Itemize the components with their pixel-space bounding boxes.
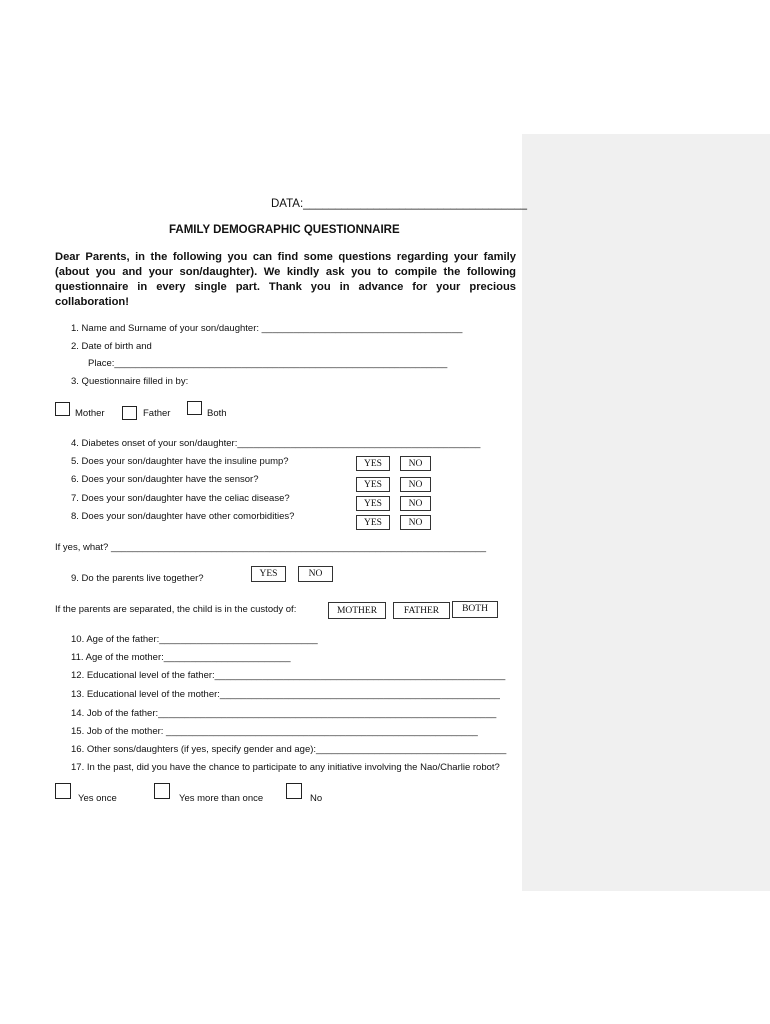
question-10[interactable]: 10. Age of the father:______________________________ (71, 634, 318, 645)
label-yes-once: Yes once (78, 793, 117, 804)
q6-no-box[interactable]: NO (400, 477, 431, 492)
label-both: Both (207, 408, 227, 419)
page-title: FAMILY DEMOGRAPHIC QUESTIONNAIRE (169, 224, 400, 236)
label-mother: Mother (75, 408, 105, 419)
data-line[interactable]: DATA:___________________________________ (271, 198, 528, 210)
checkbox-mother[interactable] (55, 402, 70, 416)
comment-pane (522, 134, 770, 891)
custody-father-box[interactable]: FATHER (393, 602, 450, 619)
q6-yes-box[interactable]: YES (356, 477, 390, 492)
q9-no-box[interactable]: NO (298, 566, 333, 582)
question-5: 5. Does your son/daughter have the insuline pump? (71, 456, 289, 467)
question-4[interactable]: 4. Diabetes onset of your son/daughter:______________________________________________ (71, 438, 481, 449)
label-no: No (310, 793, 323, 804)
question-13[interactable]: 13. Educational level of the mother:_____________________________________________________ (71, 689, 500, 700)
checkbox-yes-more[interactable] (154, 783, 170, 799)
q8-no-box[interactable]: NO (400, 515, 431, 530)
custody-question: If the parents are separated, the child is in the custody of: (55, 604, 297, 615)
question-9: 9. Do the parents live together? (71, 573, 204, 584)
question-2-place[interactable]: Place:_______________________________________________________________ (88, 358, 448, 369)
question-2: 2. Date of birth and (71, 341, 152, 352)
question-16[interactable]: 16. Other sons/daughters (if yes, specify gender and age):____________________________________ (71, 744, 507, 755)
intro-paragraph: Dear Parents, in the following you can find some questions regarding your family (about you and your son/daughter). We kindly ask you to compile the following questionnaire in every single part. Thank you in advance for your precious collaboration! (55, 251, 516, 308)
checkbox-father[interactable] (122, 406, 137, 420)
question-3: 3. Questionnaire filled in by: (71, 376, 189, 387)
question-15[interactable]: 15. Job of the mother: ___________________________________________________________ (71, 726, 478, 737)
q5-yes-box[interactable]: YES (356, 456, 390, 471)
label-father: Father (143, 408, 171, 419)
if-yes-what[interactable]: If yes, what? _______________________________________________________________________ (55, 542, 487, 553)
question-8: 8. Does your son/daughter have other comorbidities? (71, 511, 295, 522)
q7-no-box[interactable]: NO (400, 496, 431, 511)
checkbox-yes-once[interactable] (55, 783, 71, 799)
question-1[interactable]: 1. Name and Surname of your son/daughter: ______________________________________ (71, 323, 463, 334)
question-12[interactable]: 12. Educational level of the father:_______________________________________________________ (71, 670, 506, 681)
checkbox-no[interactable] (286, 783, 302, 799)
question-7: 7. Does your son/daughter have the celiac disease? (71, 493, 290, 504)
label-yes-more: Yes more than once (179, 793, 264, 804)
question-11[interactable]: 11. Age of the mother:________________________ (71, 652, 291, 663)
question-17: 17. In the past, did you have the chance to participate to any initiative involving the Nao/Charlie robot? (71, 762, 500, 773)
q9-yes-box[interactable]: YES (251, 566, 286, 582)
question-14[interactable]: 14. Job of the father:________________________________________________________________ (71, 708, 497, 719)
q5-no-box[interactable]: NO (400, 456, 431, 471)
custody-mother-box[interactable]: MOTHER (328, 602, 386, 619)
question-6: 6. Does your son/daughter have the sensor? (71, 474, 259, 485)
q8-yes-box[interactable]: YES (356, 515, 390, 530)
q7-yes-box[interactable]: YES (356, 496, 390, 511)
checkbox-both[interactable] (187, 401, 202, 415)
custody-both-box[interactable]: BOTH (452, 601, 498, 618)
